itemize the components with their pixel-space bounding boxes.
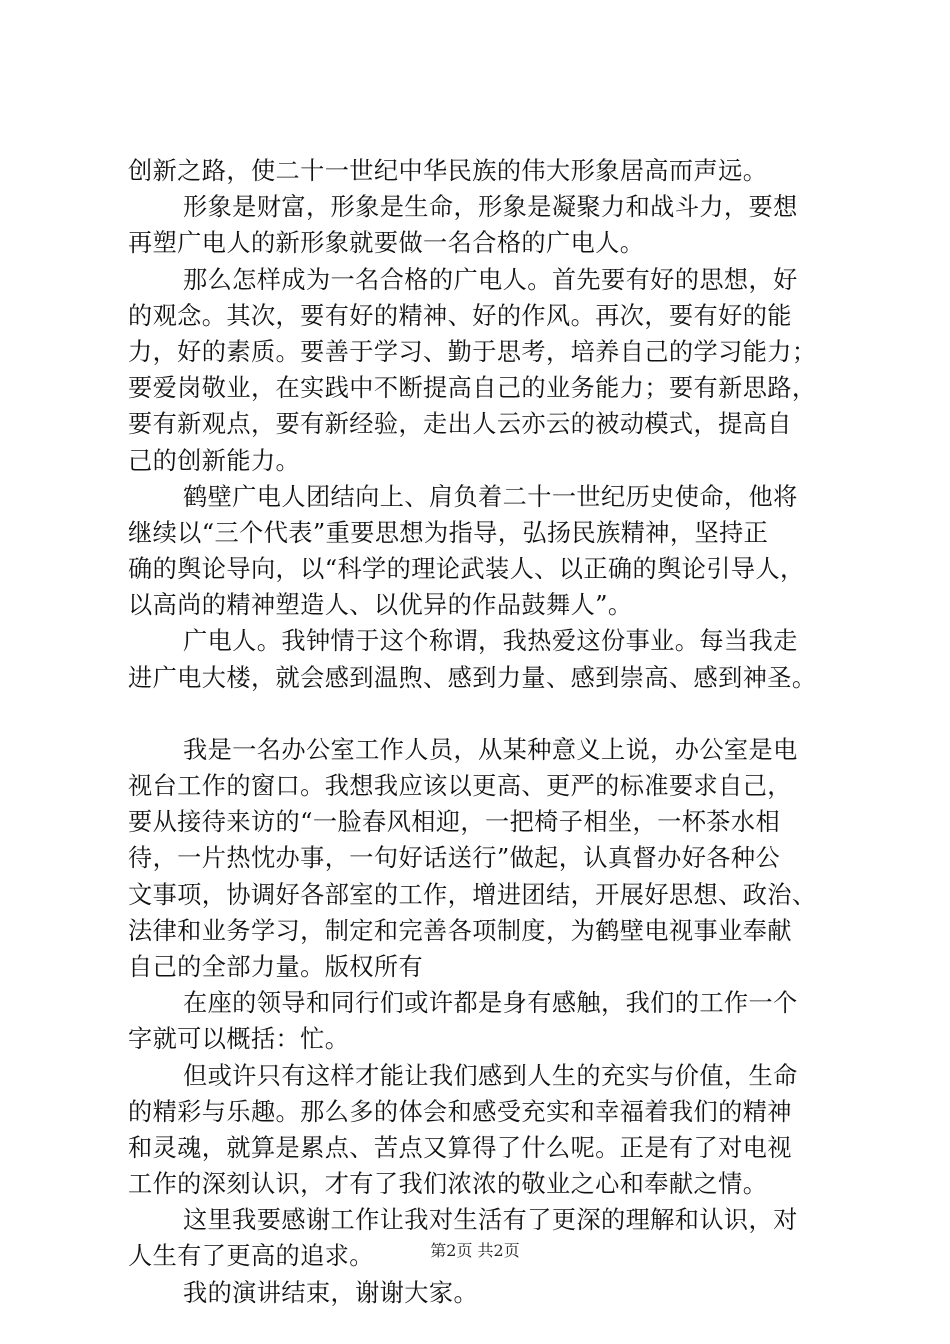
text-line: 广电人。我钟情于这个称谓，我热爱这份事业。每当我走 xyxy=(183,627,798,656)
text-line: 待，一片热忱办事，一句好话送行”做起，认真督办好各种公 xyxy=(128,844,781,873)
text-line: 工作的深刻认识，才有了我们浓浓的敬业之心和奉献之情。 xyxy=(128,1170,768,1199)
text-line: 力，好的素质。要善于学习、勤于思考，培养自己的学习能力； xyxy=(128,337,817,366)
text-line: 要有新观点，要有新经验，走出人云亦云的被动模式，提高自 xyxy=(128,410,792,439)
paragraph xyxy=(128,1275,848,1311)
text-line: 我的演讲结束，谢谢大家。 xyxy=(183,1278,479,1307)
text-line: 和灵魂，就算是累点、苦点又算得了什么呢。正是有了对电视 xyxy=(128,1133,792,1162)
text-line: 的精彩与乐趣。那么多的体会和感受充实和幸福着我们的精神 xyxy=(128,1097,792,1126)
paragraph xyxy=(128,1058,848,1203)
text-line: 但或许只有这样才能让我们感到人生的充实与价值，生命 xyxy=(183,1061,798,1090)
text-line: 自己的全部力量。版权所有 xyxy=(128,952,424,981)
text-line: 要爱岗敬业，在实践中不断提高自己的业务能力；要有新思路， xyxy=(128,374,817,403)
text-line: 文事项，协调好各部室的工作，增进团结，开展好思想、政治、 xyxy=(128,880,817,909)
text-line: 进广电大楼，就会感到温煦、感到力量、感到崇高、感到神圣。 xyxy=(128,663,817,692)
blank-line xyxy=(128,696,848,732)
paragraph xyxy=(128,153,848,189)
text-line: 鹤壁广电人团结向上、肩负着二十一世纪历史使命，他将 xyxy=(183,482,798,511)
text-line: 法律和业务学习，制定和完善各项制度，为鹤壁电视事业奉献 xyxy=(128,916,792,945)
text-line: 人生有了更高的追求。 xyxy=(128,1242,374,1271)
text-line: 确的舆论导向，以“科学的理论武装人、以正确的舆论引导人， xyxy=(128,555,805,584)
text-line: 己的创新能力。 xyxy=(128,446,301,475)
paragraph xyxy=(128,1202,848,1274)
text-line: 字就可以概括：忙。 xyxy=(128,1025,350,1054)
text-line: 视台工作的窗口。我想我应该以更高、更严的标准要求自己， xyxy=(128,772,792,800)
paragraph xyxy=(128,732,848,985)
text-line: 创新之路，使二十一世纪中华民族的伟大形象居高而声远。 xyxy=(128,157,768,185)
text-line: 那么怎样成为一名合格的广电人。首先要有好的思想，好 xyxy=(183,265,798,294)
text-line: 形象是财富，形象是生命，形象是凝聚力和战斗力，要想 xyxy=(183,193,798,222)
text-line: 在座的领导和同行们或许都是身有感触，我们的工作一个 xyxy=(183,989,798,1018)
text-line: 要从接待来访的“一脸春风相迎，一把椅子相坐，一杯茶水相 xyxy=(128,808,781,837)
text-line: 继续以“三个代表”重要思想为指导，弘扬民族精神，坚持正 xyxy=(128,518,769,547)
page-footer: 第2页 共2页 xyxy=(430,1241,520,1260)
text-line: 这里我要感谢工作让我对生活有了更深的理解和认识，对 xyxy=(183,1206,798,1235)
paragraph xyxy=(128,189,848,261)
text-line: 以高尚的精神塑造人、以优异的作品鼓舞人”。 xyxy=(128,591,633,620)
text-line: 的观念。其次，要有好的精神、好的作风。再次，要有好的能 xyxy=(128,301,792,330)
paragraph xyxy=(128,479,848,624)
text-line: 我是一名办公室工作人员，从某种意义上说，办公室是电 xyxy=(183,735,798,764)
paragraph xyxy=(128,262,848,479)
paragraph xyxy=(128,985,848,1057)
paragraph xyxy=(128,623,848,695)
text-line: 再塑广电人的新形象就要做一名合格的广电人。 xyxy=(128,229,645,258)
document-body xyxy=(128,153,848,1311)
